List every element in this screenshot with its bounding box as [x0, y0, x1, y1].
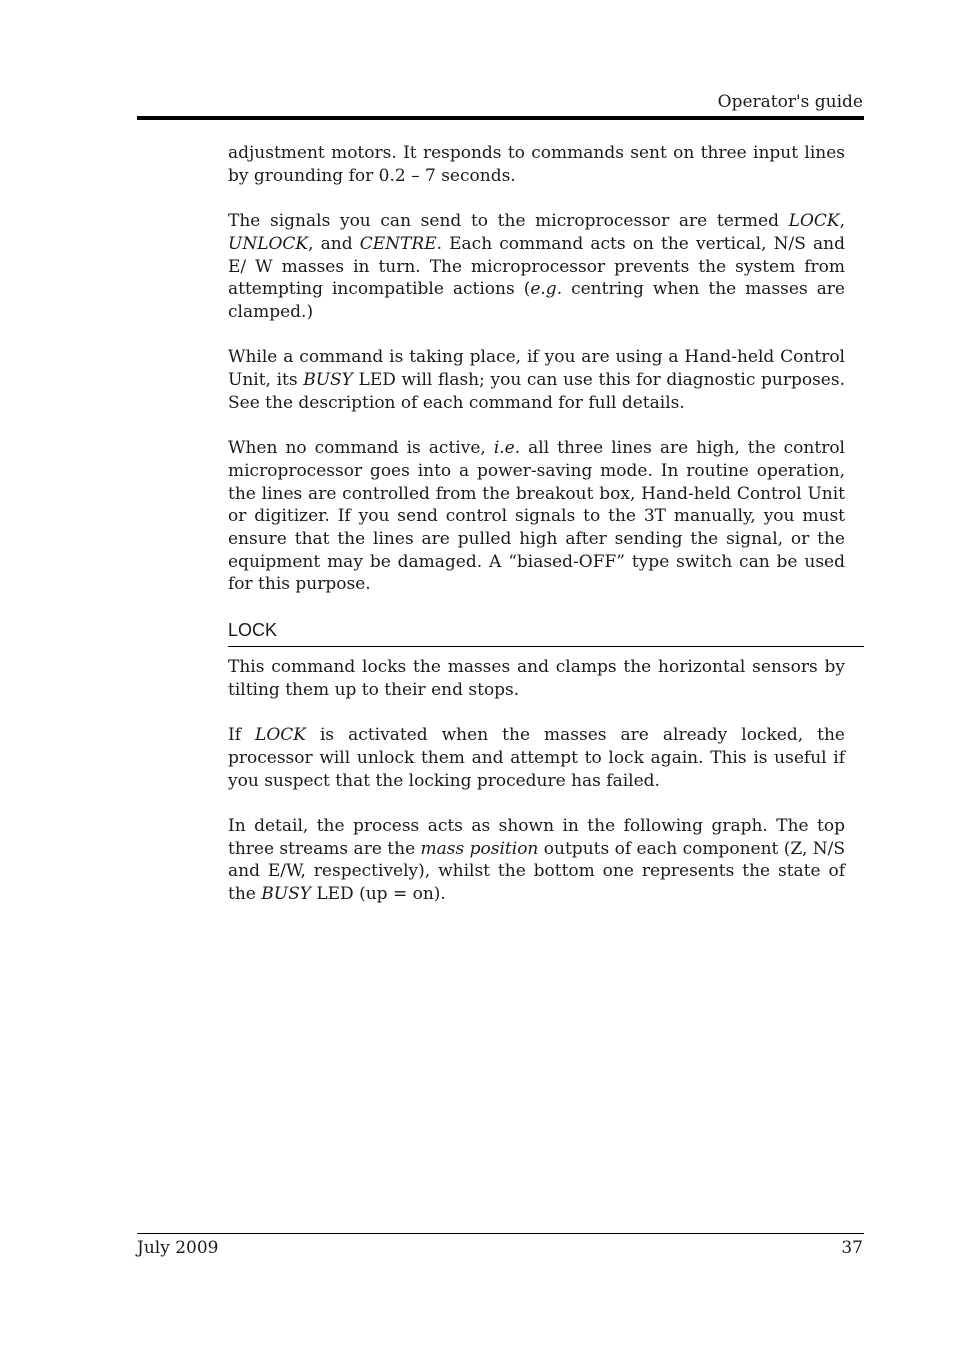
paragraph: adjustment motors. It responds to commands sent on three input lines by grounding for 0.2 – 7 seconds.: [228, 143, 845, 186]
paragraph: In detail, the process acts as shown in the following graph. The top three streams are the mass position outputs of each component (Z, N/S and E/W, respectively), whilst the bottom one represents the state of the BUSY LED (up = on).: [228, 815, 845, 904]
header-rule: [137, 116, 864, 120]
paragraph: The signals you can send to the microprocessor are termed LOCK, UNLOCK, and CENTRE. Each command acts on the vertical, N/S and E/ W masses in turn. The microprocessor prevents the system from attempting incompatible actions (e.g. centring when the masses are clamped.): [228, 211, 845, 322]
paragraph: When no command is active, i.e. all three lines are high, the control microprocessor goes into a power-saving mode. In routine operation, the lines are controlled from the breakout box, Hand-held Control Unit or digitizer. If you send control signals to the 3T manually, you must ensure that the lines are pulled high after sending the signal, or the equipment may be damaged. A “biased-OFF” type switch can be used for this purpose.: [228, 438, 845, 595]
page-number: 37: [841, 1238, 863, 1258]
section-heading-lock: LOCK: [228, 620, 278, 640]
paragraph: If LOCK is activated when the masses are already locked, the processor will unlock them and attempt to lock again. This is useful if you suspect that the locking procedure has failed.: [228, 725, 845, 791]
running-header: Operator's guide: [717, 92, 863, 112]
footer-date: July 2009: [137, 1238, 219, 1258]
paragraph: While a command is taking place, if you are using a Hand-held Control Unit, its BUSY LED will flash; you can use this for diagnostic purposes. See the description of each command for full details.: [228, 347, 845, 413]
footer-rule: [137, 1233, 864, 1234]
lock-section-text: [228, 656, 845, 906]
section-rule: [228, 646, 864, 647]
paragraph: This command locks the masses and clamps the horizontal sensors by tilting them up to their end stops.: [228, 657, 845, 700]
intro-text: [228, 142, 845, 596]
